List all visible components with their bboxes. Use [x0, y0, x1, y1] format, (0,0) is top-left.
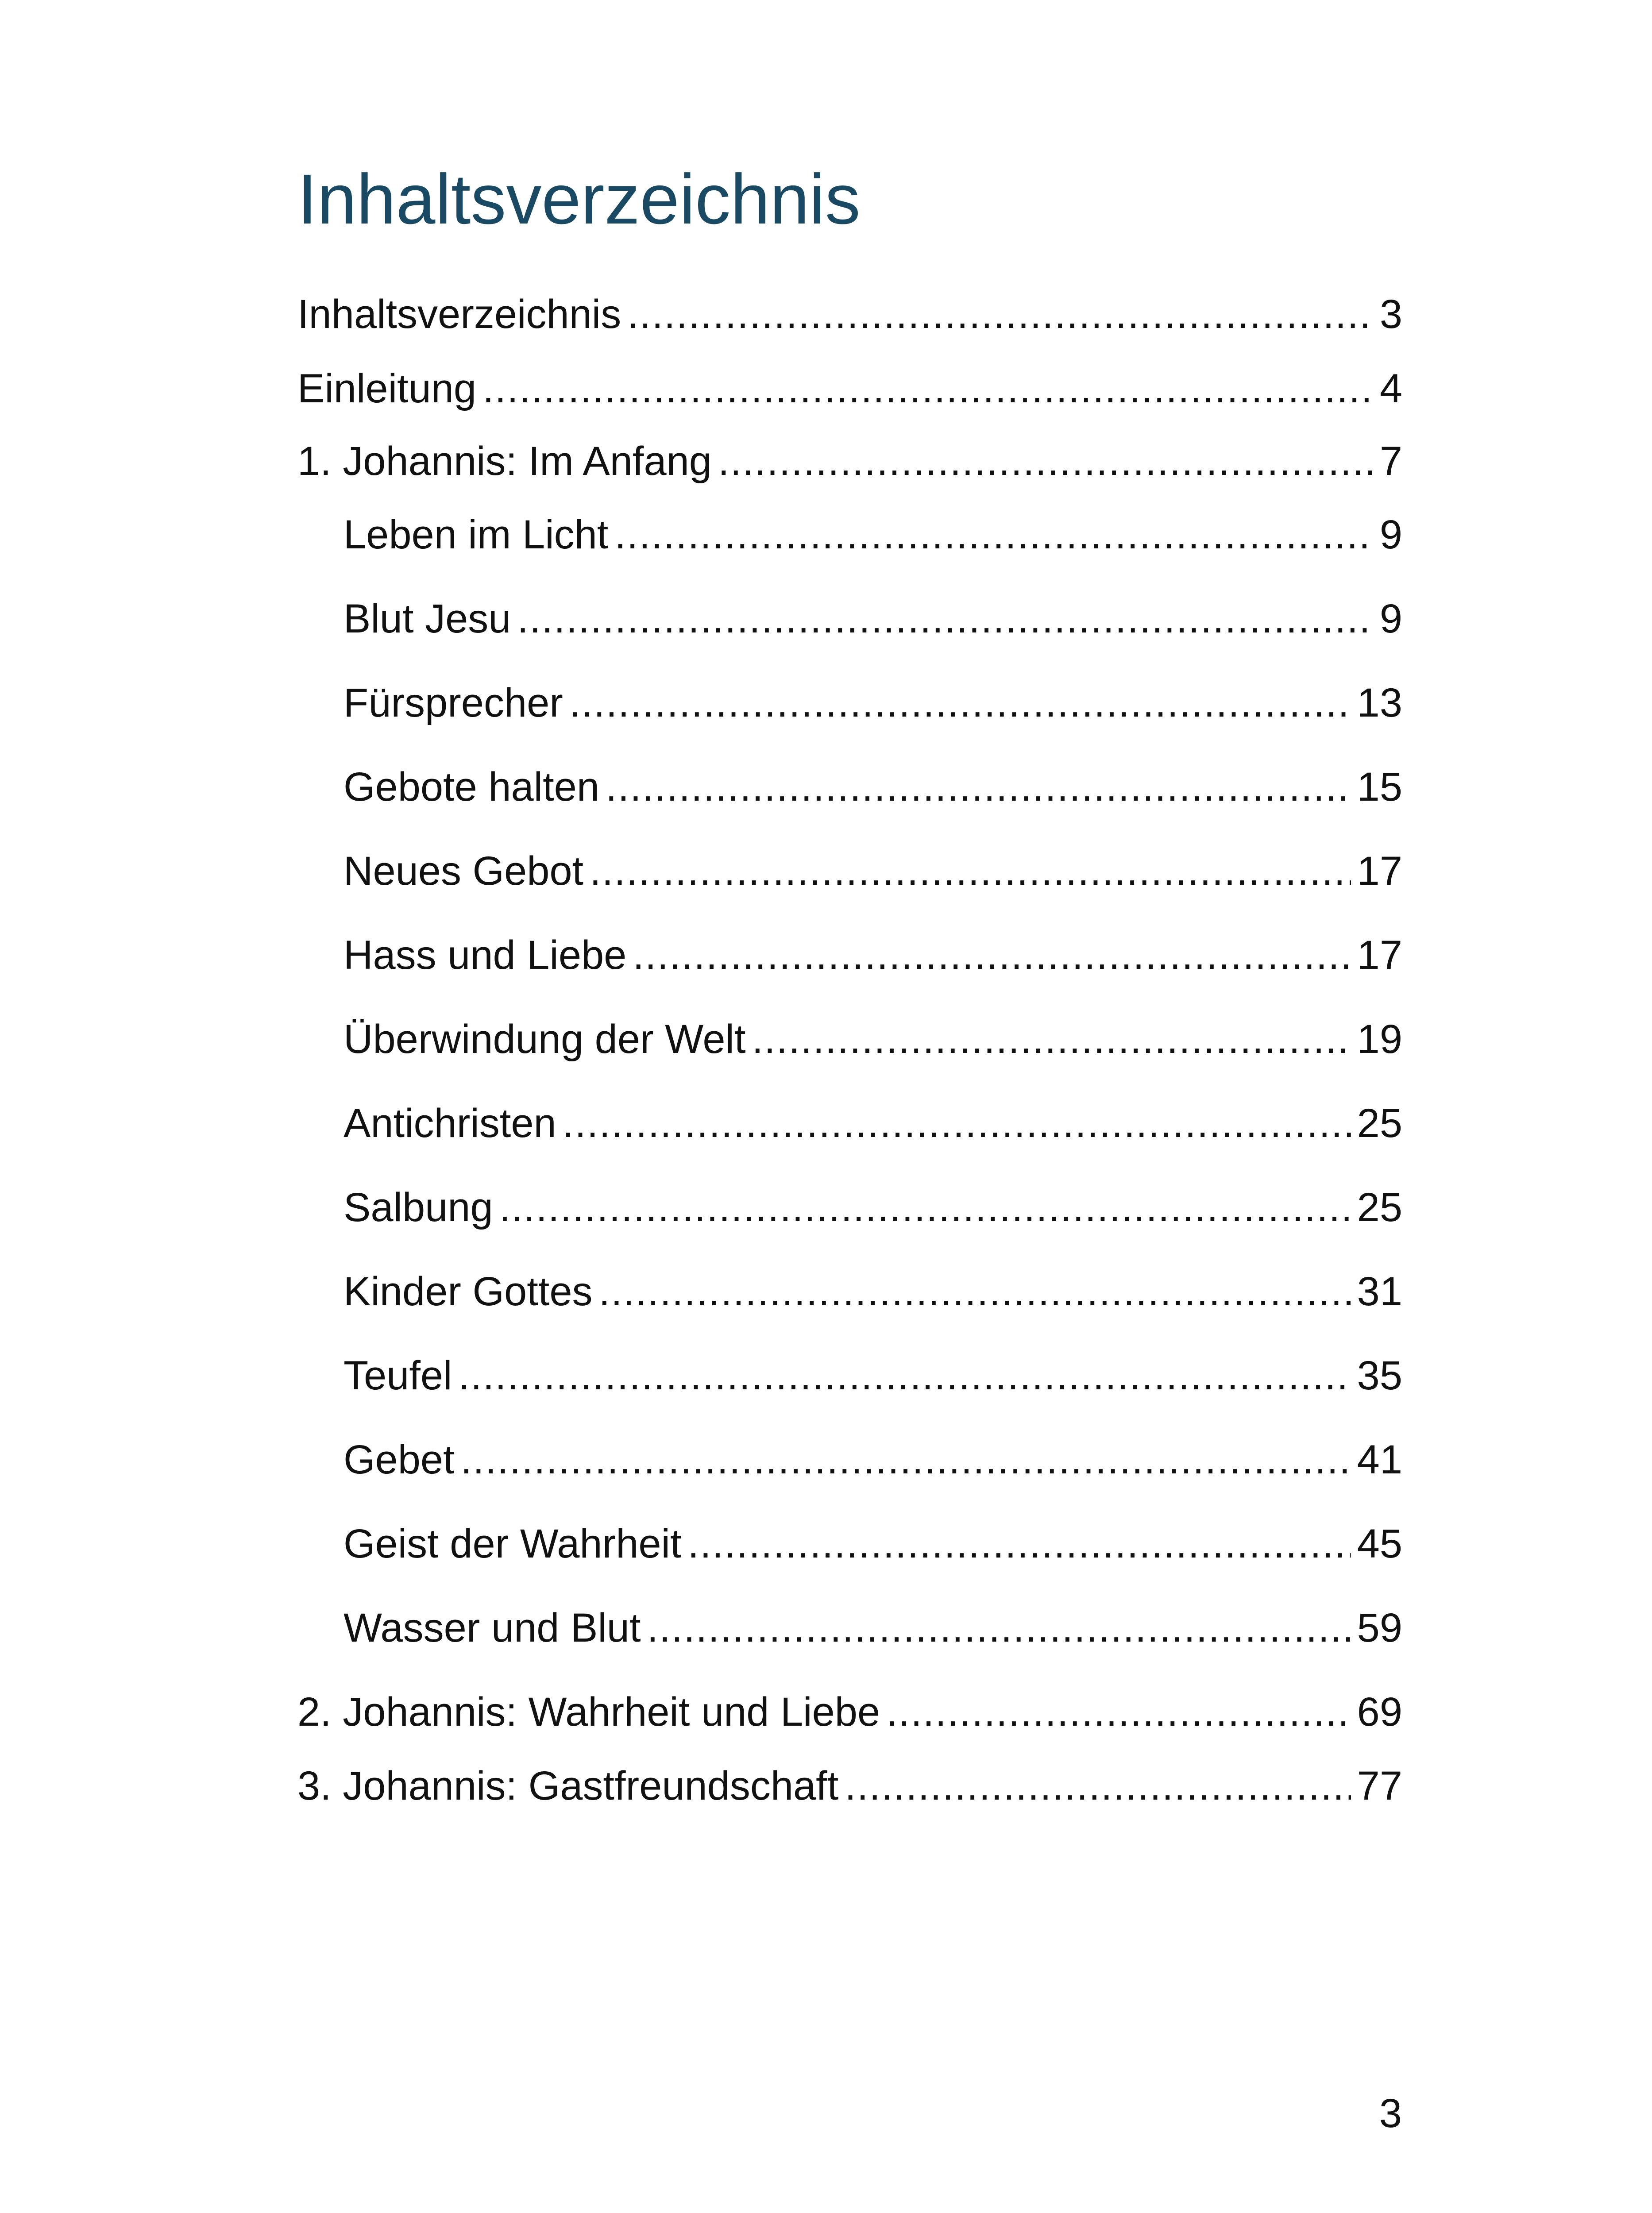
toc-entry-title: Geist der Wahrheit	[344, 1521, 682, 1566]
toc-entry-page: 69	[1357, 1689, 1402, 1735]
toc-dot-leader	[606, 760, 1351, 813]
toc-entry[interactable]	[297, 362, 1402, 415]
toc-entry-page: 17	[1357, 848, 1402, 894]
toc-entry-title: Inhaltsverzeichnis	[297, 292, 621, 337]
toc-dot-leader	[718, 435, 1374, 488]
toc-dot-leader	[461, 1433, 1351, 1486]
toc-entry-title: 2. Johannis: Wahrheit und Liebe	[297, 1689, 880, 1735]
toc-entry-title: Kinder Gottes	[344, 1269, 593, 1314]
toc-dot-leader	[688, 1517, 1351, 1570]
toc-entry-page: 59	[1357, 1605, 1402, 1650]
toc-entry[interactable]	[297, 435, 1402, 488]
toc-entry[interactable]	[344, 844, 1402, 898]
toc-entry-page: 15	[1357, 764, 1402, 810]
toc-dot-leader	[517, 592, 1373, 645]
toc-entry-page: 31	[1357, 1269, 1402, 1314]
toc-entry-page: 13	[1357, 680, 1402, 725]
toc-entry-title: 3. Johannis: Gastfreundschaft	[297, 1763, 839, 1808]
toc-entry[interactable]	[344, 1601, 1402, 1654]
toc-entry-title: Gebote halten	[344, 764, 600, 810]
toc-entry-page: 77	[1357, 1763, 1402, 1808]
toc-dot-leader	[627, 288, 1374, 341]
toc-entry-title: Antichristen	[344, 1101, 556, 1146]
toc-dot-leader	[499, 1181, 1351, 1234]
toc-entry-page: 3	[1379, 292, 1402, 337]
toc-entry[interactable]	[344, 1265, 1402, 1318]
toc-entry-title: Fürsprecher	[344, 680, 563, 725]
toc-entry-title: Blut Jesu	[344, 596, 511, 641]
toc-entry-title: Gebet	[344, 1437, 455, 1482]
toc-entry[interactable]	[344, 676, 1402, 729]
toc-entry-page: 7	[1379, 439, 1402, 484]
toc-entry-title: Neues Gebot	[344, 848, 584, 894]
toc-entry-page: 41	[1357, 1437, 1402, 1482]
toc-entry-page: 25	[1357, 1101, 1402, 1146]
toc-entry[interactable]	[344, 760, 1402, 813]
toc-entry[interactable]	[344, 1013, 1402, 1066]
toc-entry[interactable]	[344, 592, 1402, 645]
toc-entry-page: 17	[1357, 933, 1402, 978]
toc-dot-leader	[599, 1265, 1351, 1318]
toc-entry-title: Einleitung	[297, 366, 477, 411]
toc-heading: Inhaltsverzeichnis	[297, 159, 861, 239]
toc-entry-page: 35	[1357, 1353, 1402, 1398]
toc-dot-leader	[845, 1759, 1351, 1812]
toc-entry[interactable]	[344, 1517, 1402, 1570]
toc-dot-leader	[482, 362, 1374, 415]
toc-entry-page: 9	[1379, 596, 1402, 641]
toc-entry-page: 9	[1379, 512, 1402, 557]
toc-entry-page: 25	[1357, 1185, 1402, 1230]
toc-dot-leader	[614, 508, 1373, 561]
toc-entry-title: Wasser und Blut	[344, 1605, 641, 1650]
toc-entry[interactable]	[344, 1097, 1402, 1150]
toc-entry[interactable]	[344, 508, 1402, 561]
toc-entry[interactable]	[297, 288, 1402, 341]
toc-dot-leader	[886, 1685, 1351, 1739]
toc-entry[interactable]	[297, 1685, 1402, 1739]
toc-entry[interactable]	[297, 1759, 1402, 1812]
toc-entry-page: 19	[1357, 1017, 1402, 1062]
toc-entry[interactable]	[344, 1433, 1402, 1486]
toc-entry[interactable]	[344, 1181, 1402, 1234]
toc-entry-title: Teufel	[344, 1353, 452, 1398]
toc-dot-leader	[563, 1097, 1351, 1150]
toc-dot-leader	[647, 1601, 1351, 1654]
toc-entry-title: Überwindung der Welt	[344, 1017, 746, 1062]
toc-entry-title: Leben im Licht	[344, 512, 609, 557]
toc-entry-title: Salbung	[344, 1185, 493, 1230]
toc-dot-leader	[633, 929, 1351, 982]
toc-entry-page: 4	[1379, 366, 1402, 411]
toc-entry[interactable]	[344, 1349, 1402, 1402]
toc-dot-leader	[569, 676, 1351, 729]
toc-dot-leader	[752, 1013, 1351, 1066]
toc-entry-title: 1. Johannis: Im Anfang	[297, 439, 712, 484]
toc-entry-page: 45	[1357, 1521, 1402, 1566]
toc-entry-title: Hass und Liebe	[344, 933, 627, 978]
toc-dot-leader	[590, 844, 1351, 898]
toc-entry[interactable]	[344, 929, 1402, 982]
page-number: 3	[1379, 2091, 1402, 2136]
toc-dot-leader	[459, 1349, 1351, 1402]
